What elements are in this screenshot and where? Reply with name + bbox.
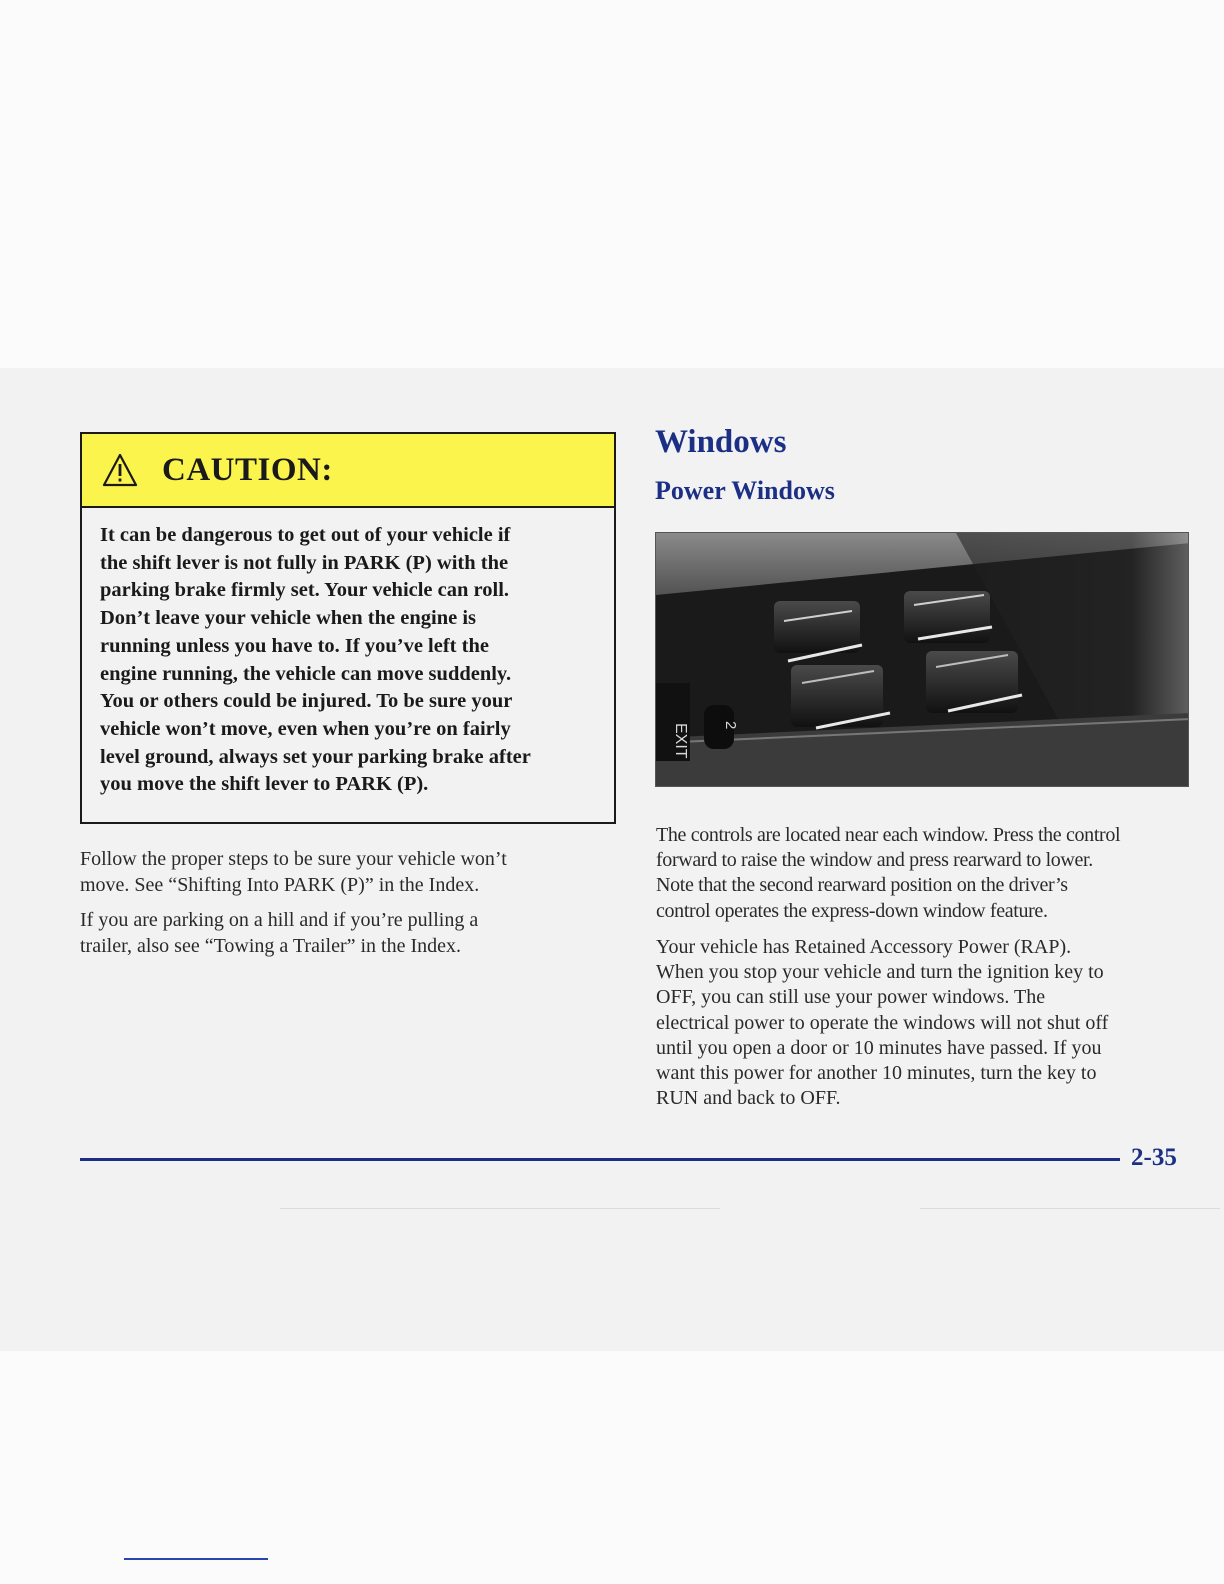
text-line: control operates the express-down window feature. — [656, 899, 1048, 922]
faint-divider — [280, 1208, 720, 1209]
text-line: The controls are located near each window. Press the control — [656, 824, 1121, 846]
caution-line: It can be dangerous to get out of your vehicle if — [100, 524, 511, 546]
text-line: Note that the second rearward position on the driver’s — [656, 874, 1068, 897]
power-window-switch-photo — [655, 532, 1189, 787]
caution-line: you move the shift lever to PARK (P). — [100, 773, 429, 796]
seat-memory-label: 2 — [722, 721, 739, 730]
caution-line: You or others could be injured. To be sure your — [100, 690, 513, 713]
section-title: Windows — [655, 424, 787, 460]
caution-line: Don’t leave your vehicle when the engine is — [100, 607, 476, 630]
text-line: RUN and back to OFF. — [656, 1087, 841, 1110]
text-line: Follow the proper steps to be sure your vehicle won’t — [80, 848, 507, 870]
text-line: If you are parking on a hill and if you’re pulling a — [80, 909, 479, 931]
faint-divider — [920, 1208, 1220, 1209]
subsection-title: Power Windows — [655, 476, 835, 505]
text-line: forward to raise the window and press rearward to lower. — [656, 849, 1093, 872]
caution-title: CAUTION: — [162, 452, 333, 488]
text-line: until you open a door or 10 minutes have passed. If you — [656, 1036, 1102, 1059]
switch-panel-illustration — [656, 533, 1189, 787]
warning-triangle-icon — [102, 453, 138, 487]
window-controls-paragraph — [656, 823, 1190, 924]
parking-steps-paragraph — [80, 846, 600, 898]
exit-label: EXIT — [672, 723, 689, 759]
caution-line: level ground, always set your parking brake after — [100, 745, 531, 768]
caution-line: vehicle won’t move, even when you’re on fairly — [100, 717, 511, 740]
caution-line: engine running, the vehicle can move suddenly. — [100, 662, 512, 685]
text-line: move. See “Shifting Into PARK (P)” in the Index. — [80, 874, 480, 896]
text-line: want this power for another 10 minutes, turn the key to — [656, 1062, 1097, 1085]
rap-paragraph — [656, 935, 1190, 1111]
caution-text — [100, 522, 600, 799]
text-line: electrical power to operate the windows will not shut off — [656, 1011, 1109, 1034]
caution-line: the shift lever is not fully in PARK (P) with the — [100, 551, 509, 574]
text-line: When you stop your vehicle and turn the ignition key to — [656, 961, 1104, 984]
text-line: OFF, you can still use your power windows. The — [656, 986, 1046, 1009]
caution-header — [82, 434, 614, 508]
caution-line: running unless you have to. If you’ve left the — [100, 634, 489, 657]
hill-parking-paragraph — [80, 907, 600, 959]
text-line: trailer, also see “Towing a Trailer” in the Index. — [80, 935, 462, 957]
caution-box — [80, 432, 616, 824]
bottom-link-underline[interactable] — [124, 1558, 268, 1560]
text-line: Your vehicle has Retained Accessory Power (RAP). — [656, 936, 1072, 958]
page-number: 2-35 — [1131, 1144, 1177, 1171]
caution-line: parking brake firmly set. Your vehicle can roll. — [100, 579, 510, 602]
footer-rule — [80, 1158, 1120, 1161]
